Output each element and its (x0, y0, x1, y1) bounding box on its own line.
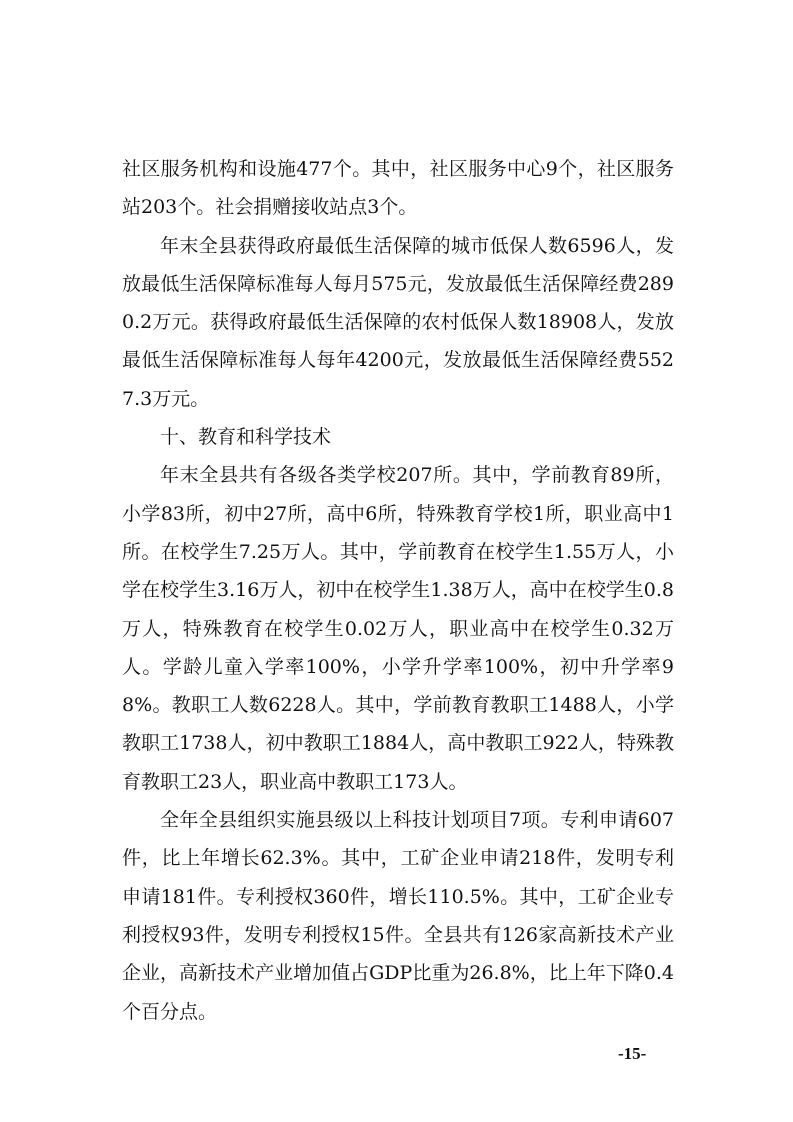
paragraph-community-services: 社区服务机构和设施477个。其中，社区服务中心9个，社区服务站203个。社会捐赠接收站点3个。 (122, 158, 674, 219)
section-heading-education-science: 十、教育和科学技术 (160, 426, 332, 449)
paragraph-minimum-living-security: 年末全县获得政府最低生活保障的城市低保人数6596人，发放最低生活保障标准每人每月575元，发放最低生活保障经费2890.2万元。获得政府最低生活保障的农村低保人数18908人，发放最低生活保障标准每人每年4200元，发放最低生活保障经费5527.3万元。 (122, 234, 674, 410)
document-body (122, 150, 674, 1031)
page-number: -15- (618, 1044, 647, 1063)
paragraph-education: 年末全县共有各级各类学校207所。其中，学前教育89所，小学83所，初中27所，高中6所，特殊教育学校1所，职业高中1所。在校学生7.25万人。其中，学前教育在校学生1.55万人，小学在校学生3.16万人，初中在校学生1.38万人，高中在校学生0.8万人，特殊教育在校学生0.02万人，职业高中在校学生0.32万人。学龄儿童入学率100%，小学升学率100%，初中升学率98%。教职工人数6228人。其中，学前教育教职工1488人，小学教职工1738人，初中教职工1884人，高中教职工922人，特殊教育教职工23人，职业高中教职工173人。 (122, 464, 674, 793)
paragraph-science-technology: 全年全县组织实施县级以上科技计划项目7项。专利申请607件，比上年增长62.3%。其中，工矿企业申请218件，发明专利申请181件。专利授权360件，增长110.5%。其中，工矿企业专利授权93件，发明专利授权15件。全县共有126家高新技术产业企业，高新技术产业增加值占GDP比重为26.8%，比上年下降0.4个百分点。 (122, 809, 674, 1023)
